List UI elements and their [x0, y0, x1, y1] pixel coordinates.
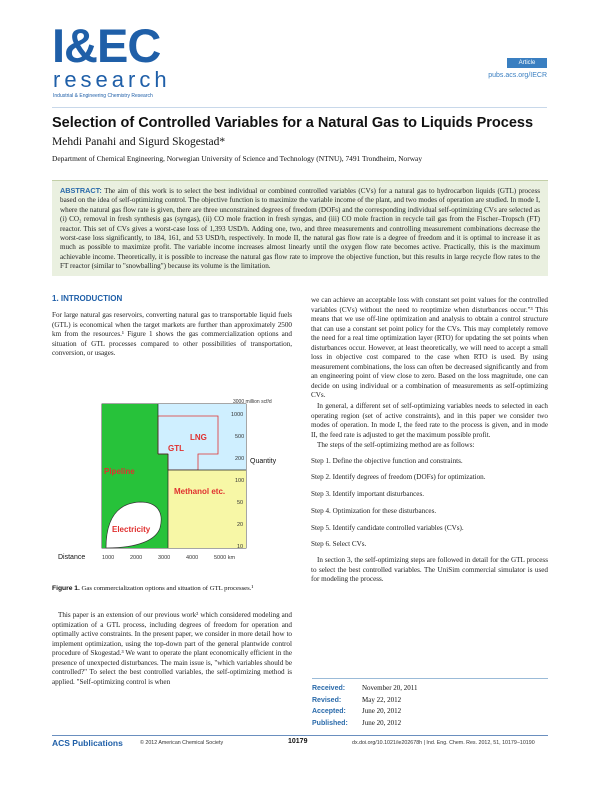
- method-steps-list: [311, 453, 548, 553]
- intro-paragraph-3: we can achieve an acceptable loss with constant set point values for the controlled variables (CVs) without the need to reoptimize when disturbances occur."³ This means that we use off-line optimization and analysis to obtain a control structure that can use a constant set point policy for the CVs. This may completely remove the need for a real time optimization layer (RTO) for updating the set points when disturbances occur. However, at least theoretically, we will need to accept a small loss in objective cost compared to the case when RTO is used. By using measurement combinations, the loss can often be decreased significantly and from an engineering point of view close to zero. Based on the loss magnitude, one can decide on using individual or a combination of measurements as self-optimizing CVs.: [311, 296, 548, 400]
- footer-divider: [52, 735, 548, 736]
- distance-tick-4000: 4000: [186, 555, 199, 561]
- figure-top-label: 3000 million scf/d: [233, 399, 272, 405]
- pipeline-label: Pipeline: [104, 467, 135, 476]
- figure-1-caption-text: Gas commercialization options and situation of GTL processes.¹: [81, 585, 254, 592]
- abstract-text: The aim of this work is to select the best individual or combined controlled variables (CVs) for a natural gas to hydrocarbon liquids (GTL) process based on the idea of self-optimizing control. The objective function is to maximize the variable income of the plant, and two modes of operation are studied. In mode I, where the natural gas flow rate is given, there are three unconstrained degrees of freedom (DOFs) and the corresponding individual self-optimizing CVs are selected as (i) CO₂ removal in fresh synthesis gas (syngas), (ii) CO mole fraction in fresh syngas, and (iii) CO mole fraction in recycle tail gas from the Fischer–Tropsch (FT) reactor. This set of CVs gives a worst-case loss of 1,393 USD/h. Adding one, two, and three measurements and controlling measurement combinations decrease the worst-case loss significantly, to 184, 161, and 53 USD/h, respectively. In mode II, the natural gas flow rate is a degree of freedom and it is optimal to increase it as much as possible to maximize profit. The variable income increases almost linearly until the oxygen flow rate becomes active. Practically, this is the maximum achievable income. Theoretically, it is possible to increase the natural gas flow rate to improve the objective function, but this results in large recycle flow rates to the FT reactor (similar to "snowballing") because its volume is the limitation.: [60, 187, 541, 271]
- quantity-axis-label: Quantity: [250, 458, 277, 465]
- paper-authors: Mehdi Panahi and Sigurd Skogestad*: [52, 136, 226, 148]
- section-heading-introduction: 1. INTRODUCTION: [52, 294, 123, 303]
- electricity-label: Electricity: [112, 525, 151, 534]
- distance-tick-2000: 2000: [130, 555, 143, 561]
- intro-paragraph-2: [52, 611, 292, 687]
- copyright-notice: © 2012 American Chemical Society: [140, 740, 224, 746]
- journal-logo-subtitle: research: [53, 67, 171, 92]
- date-published: Published: June 20, 2012: [312, 718, 402, 727]
- acs-publications-logo[interactable]: ACS Publications: [52, 738, 123, 748]
- date-revised: Revised: May 22, 2012: [312, 695, 402, 704]
- page-number: 10179: [288, 738, 308, 745]
- intro-paragraph-5: The steps of the self-optimizing method are as follows:: [317, 441, 475, 450]
- right-column: [311, 296, 548, 585]
- quantity-tick-50: 50: [237, 500, 244, 506]
- journal-url-link[interactable]: pubs.acs.org/IECR: [488, 72, 547, 79]
- abstract-box: [52, 180, 548, 276]
- quantity-tick-20: 20: [237, 522, 244, 528]
- publication-dates: [312, 683, 418, 729]
- figure-1-caption-label: Figure 1.: [52, 585, 80, 592]
- intro-paragraph-1-text: For large natural gas reservoirs, converting natural gas to transportable liquid fuels (GTL) is economical when the target markets are further than approximately 2500 km from the resources.¹ Figure 1 shows the gas commercialization options and situation of GTL processes compared to other possibilities of transportation, conversion, or usages.: [52, 311, 292, 358]
- method-step: Step 6. Select CVs.: [311, 540, 367, 549]
- distance-tick-3000: 3000: [158, 555, 171, 561]
- lng-label: LNG: [190, 433, 207, 442]
- quantity-tick-10: 10: [237, 544, 244, 550]
- gtl-label: GTL: [168, 444, 184, 453]
- intro-paragraph-2-text: This paper is an extension of our previous work² which considered modeling and optimization of a GTL process, including degrees of freedom for operation and optimally active constraints. In the present paper, we consider in more detail how to implement optimization, using the top-down part of the general plantwide control procedure of Skogestad.³ We want to operate the plant economically efficient in the presence of unexpected disturbances. The main issue is, "which variables should be controlled?" To select the best controlled variables, the self-optimizing method is applied. "Self-optimizing control is when: [52, 611, 292, 686]
- figure-1-graphic: [58, 398, 290, 578]
- intro-paragraph-4: In general, a different set of self-optimizing variables needs to selected in each operating region (set of active constraints), and in this paper we consider two modes of operation. In mode I, the feed rate to the process is given, and in mode II, the feed rate is adjusted to get the maximum possible profit.: [311, 402, 548, 439]
- date-accepted: Accepted: June 20, 2012: [312, 707, 402, 716]
- quantity-tick-100: 100: [235, 478, 245, 484]
- figure-1: [58, 398, 290, 578]
- intro-paragraph-1: [52, 311, 292, 359]
- method-step: Step 3. Identify important disturbances.: [311, 490, 425, 499]
- method-step: Step 2. Identify degrees of freedom (DOFs) for optimization.: [311, 473, 486, 482]
- paper-title: Selection of Controlled Variables for a Natural Gas to Liquids Process: [52, 115, 534, 131]
- figure-1-caption: [52, 585, 292, 594]
- header-divider: [52, 107, 547, 108]
- quantity-tick-500: 500: [235, 434, 245, 440]
- abstract-paragraph: [60, 186, 540, 272]
- method-step: Step 1. Define the objective function and constraints.: [311, 456, 463, 465]
- quantity-tick-200: 200: [235, 456, 245, 462]
- article-type-badge: Article: [507, 58, 547, 68]
- abstract-label: ABSTRACT:: [60, 186, 102, 195]
- method-step: Step 4. Optimization for these disturbances.: [311, 506, 437, 515]
- journal-logo-tagline: Industrial & Engineering Chemistry Research: [53, 93, 153, 99]
- quantity-tick-1000: 1000: [231, 412, 244, 418]
- methanol-label: Methanol etc.: [174, 487, 226, 496]
- distance-tick-1000: 1000: [102, 555, 115, 561]
- intro-paragraph-6: In section 3, the self-optimizing steps are followed in detail for the GTL process to select the best controlled variables. The UniSim commercial simulator is used for modeling the process.: [311, 555, 548, 584]
- date-received: Received: November 20, 2011: [312, 684, 418, 692]
- distance-axis-label: Distance: [58, 554, 86, 561]
- method-step: Step 5. Identify candidate controlled variables (CVs).: [311, 523, 464, 532]
- journal-logo: I&EC: [52, 19, 161, 72]
- dates-divider: [312, 678, 548, 679]
- distance-tick-5000: 5000 km: [214, 555, 236, 561]
- citation-line[interactable]: dx.doi.org/10.1021/ie202678h | Ind. Eng. Chem. Res. 2012, 51, 10179−10190: [352, 740, 535, 746]
- author-affiliation: Department of Chemical Engineering, Norwegian University of Science and Technology (NTNU), 7491 Trondheim, Norway: [52, 154, 423, 163]
